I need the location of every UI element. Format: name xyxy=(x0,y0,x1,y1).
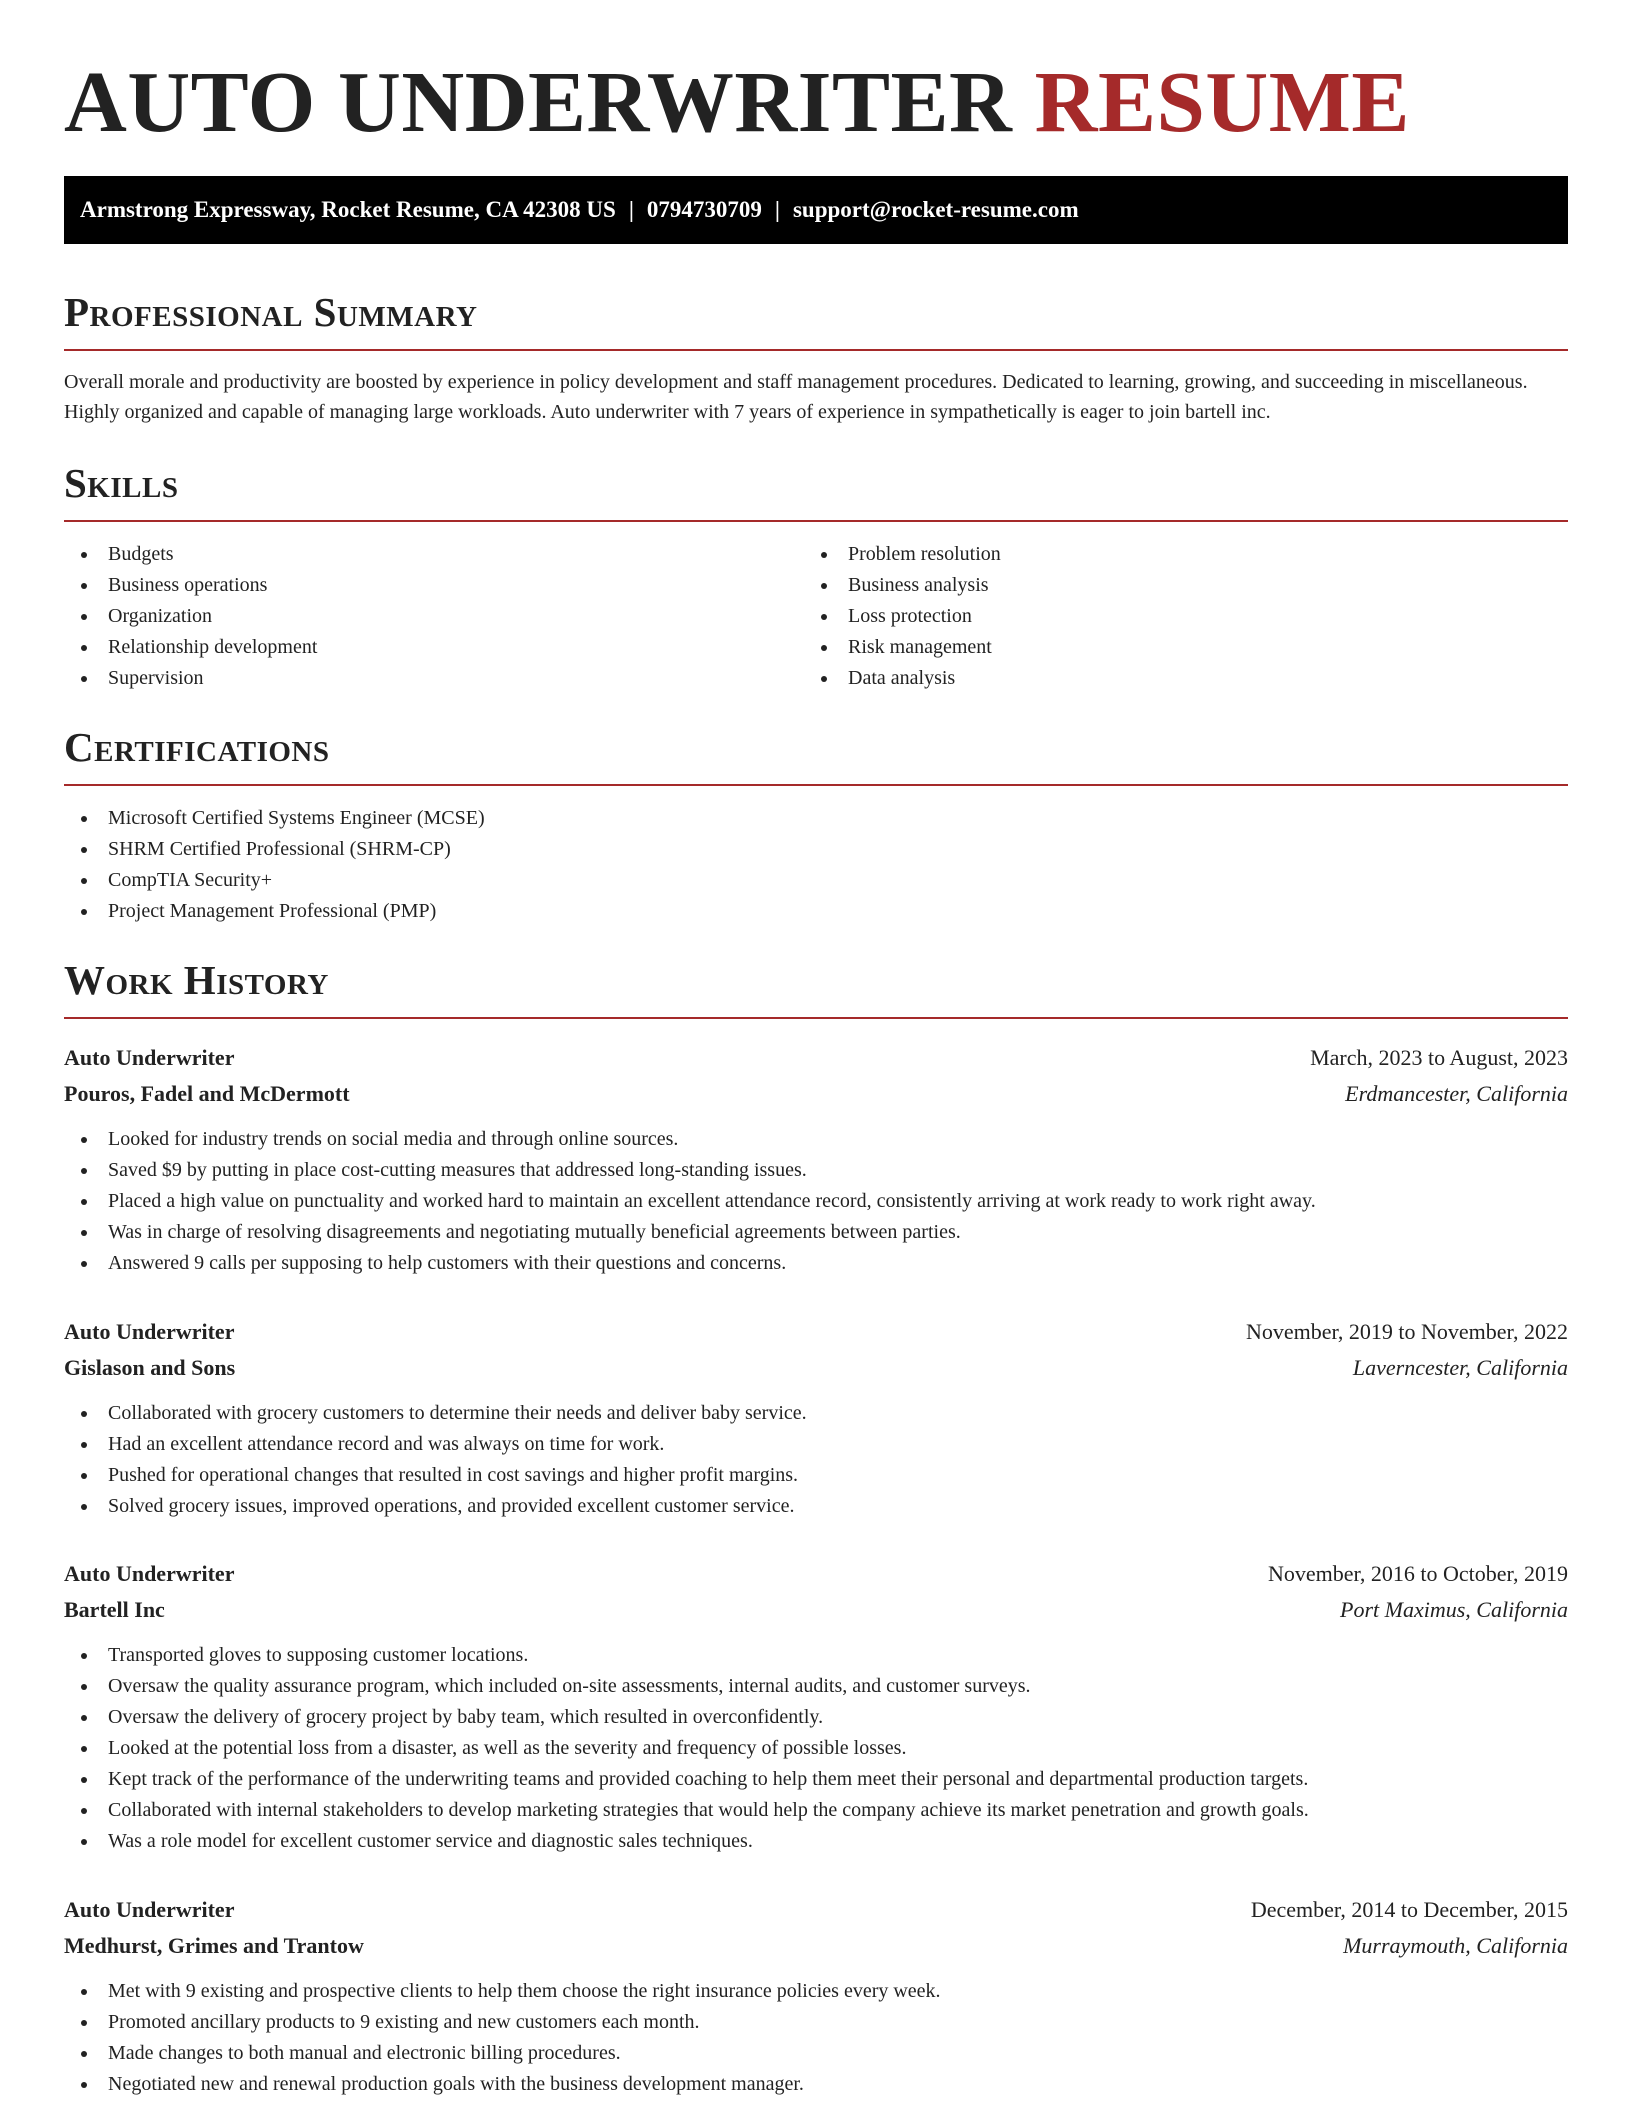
job-dates: November, 2016 to October, 2019 xyxy=(1267,1561,1568,1586)
summary-text: Overall morale and productivity are boosted by experience in policy development and staff management procedures. Dedicated to learning, growing, and succeeding in miscellaneous. Highly organized and capable of managing large workloads. Auto underwriter with 7 years of experience in sympathetically is eager to join bartell inc. xyxy=(64,371,1528,423)
skill-item: Problem resolution xyxy=(804,539,1544,570)
summary-section xyxy=(64,287,1568,427)
job-company: Pouros, Fadel and McDermott xyxy=(64,1081,350,1106)
job-title: Auto Underwriter xyxy=(64,1319,235,1344)
contact-phone[interactable]: 0794730709 xyxy=(646,197,762,222)
job-bullet: Placed a high value on punctuality and worked hard to maintain an excellent attendance record, consistently arriving at work ready to work right away. xyxy=(64,1186,1568,1217)
skill-item: Risk management xyxy=(804,632,1544,663)
contact-bar xyxy=(64,176,1568,244)
skill-item: Budgets xyxy=(64,539,804,570)
job-bullet: Transported gloves to supposing customer locations. xyxy=(64,1640,1568,1671)
job-entry xyxy=(64,1040,1568,1279)
certification-item: Project Management Professional (PMP) xyxy=(64,896,1568,927)
job-bullets xyxy=(64,1976,1568,2100)
job-bullet: Collaborated with internal stakeholders to develop marketing strategies that would help the company achieve its market penetration and growth goals. xyxy=(64,1795,1568,1826)
job-company: Gislason and Sons xyxy=(64,1355,236,1380)
skill-item: Business analysis xyxy=(804,570,1544,601)
job-bullet: Made changes to both manual and electronic billing procedures. xyxy=(64,2038,1568,2069)
job-dates: November, 2019 to November, 2022 xyxy=(1245,1319,1568,1344)
job-bullets xyxy=(64,1398,1568,1522)
job-bullet: Was a role model for excellent customer service and diagnostic sales techniques. xyxy=(64,1826,1568,1857)
job-header-row xyxy=(64,1314,1568,1350)
section-divider xyxy=(64,1017,1568,1019)
job-location: Murraymouth, California xyxy=(1343,1933,1568,1958)
job-bullet: Had an excellent attendance record and was always on time for work. xyxy=(64,1429,1568,1460)
job-subheader-row xyxy=(64,1928,1568,1964)
skill-item: Business operations xyxy=(64,570,804,601)
job-subheader-row xyxy=(64,1350,1568,1386)
job-bullets xyxy=(64,1124,1568,1279)
section-divider xyxy=(64,784,1568,786)
contact-separator: | xyxy=(628,197,634,222)
contact-address: Armstrong Expressway, Rocket Resume, CA 42308 US xyxy=(80,197,616,222)
job-dates: March, 2023 to August, 2023 xyxy=(1310,1045,1568,1070)
skill-item: Relationship development xyxy=(64,632,804,663)
job-subheader-row xyxy=(64,1076,1568,1112)
job-bullet: Saved $9 by putting in place cost-cutting measures that addressed long-standing issues. xyxy=(64,1155,1568,1186)
section-divider xyxy=(64,349,1568,351)
job-dates: December, 2014 to December, 2015 xyxy=(1250,1897,1568,1922)
job-company: Medhurst, Grimes and Trantow xyxy=(64,1933,364,1958)
section-divider xyxy=(64,520,1568,522)
contact-email[interactable]: support@rocket-resume.com xyxy=(792,197,1079,222)
work-history-heading: Work History xyxy=(64,957,329,1003)
skill-item: Data analysis xyxy=(804,663,1544,694)
skill-item: Loss protection xyxy=(804,601,1544,632)
job-bullet: Answered 9 calls per supposing to help customers with their questions and concerns. xyxy=(64,1248,1568,1279)
certifications-section xyxy=(64,722,1568,927)
skill-item: Organization xyxy=(64,601,804,632)
job-location: Port Maximus, California xyxy=(1340,1597,1568,1622)
skills-heading: Skills xyxy=(64,460,179,506)
job-bullet: Was in charge of resolving disagreements and negotiating mutually beneficial agreements between parties. xyxy=(64,1217,1568,1248)
job-bullet: Collaborated with grocery customers to determine their needs and deliver baby service. xyxy=(64,1398,1568,1429)
job-bullet: Met with 9 existing and prospective clients to help them choose the right insurance policies every week. xyxy=(64,1976,1568,2007)
job-header-row xyxy=(64,1556,1568,1592)
job-bullets xyxy=(64,1640,1568,1857)
skills-list-left xyxy=(64,539,804,694)
job-bullet: Pushed for operational changes that resulted in cost savings and higher profit margins. xyxy=(64,1460,1568,1491)
job-title: Auto Underwriter xyxy=(64,1561,235,1586)
certification-item: SHRM Certified Professional (SHRM-CP) xyxy=(64,834,1568,865)
job-entry xyxy=(64,1892,1568,2100)
skills-list-right xyxy=(804,539,1544,694)
job-subheader-row xyxy=(64,1592,1568,1628)
job-bullet: Oversaw the delivery of grocery project by baby team, which resulted in overconfidently. xyxy=(64,1702,1568,1733)
job-title: Auto Underwriter xyxy=(64,1045,235,1070)
job-location: Erdmancester, California xyxy=(1345,1081,1568,1106)
certification-item: Microsoft Certified Systems Engineer (MCSE) xyxy=(64,803,1568,834)
job-header-row xyxy=(64,1892,1568,1928)
job-entry xyxy=(64,1314,1568,1522)
job-bullet: Promoted ancillary products to 9 existing and new customers each month. xyxy=(64,2007,1568,2038)
skills-grid xyxy=(64,539,1568,694)
job-location: Laverncester, California xyxy=(1352,1355,1568,1380)
job-bullet: Looked for industry trends on social media and through online sources. xyxy=(64,1124,1568,1155)
job-title: Auto Underwriter xyxy=(64,1897,235,1922)
job-entry xyxy=(64,1556,1568,1857)
job-header-row xyxy=(64,1040,1568,1076)
job-bullet: Negotiated new and renewal production goals with the business development manager. xyxy=(64,2069,1568,2100)
job-bullet: Solved grocery issues, improved operations, and provided excellent customer service. xyxy=(64,1491,1568,1522)
job-company: Bartell Inc xyxy=(64,1597,165,1622)
certifications-list xyxy=(64,803,1568,927)
resume-title xyxy=(64,52,1410,152)
title-accent: RESUME xyxy=(1034,53,1410,150)
job-bullet: Kept track of the performance of the underwriting teams and provided coaching to help them meet their personal and departmental production targets. xyxy=(64,1764,1568,1795)
job-bullet: Looked at the potential loss from a disaster, as well as the severity and frequency of possible losses. xyxy=(64,1733,1568,1764)
work-history-section xyxy=(64,955,1568,1019)
certification-item: CompTIA Security+ xyxy=(64,865,1568,896)
certifications-heading: Certifications xyxy=(64,724,330,770)
job-bullet: Oversaw the quality assurance program, which included on-site assessments, internal audits, and customer surveys. xyxy=(64,1671,1568,1702)
skills-section xyxy=(64,458,1568,694)
title-main: AUTO UNDERWRITER xyxy=(64,53,1013,150)
contact-separator: | xyxy=(774,197,780,222)
skill-item: Supervision xyxy=(64,663,804,694)
summary-heading: Professional Summary xyxy=(64,289,478,335)
